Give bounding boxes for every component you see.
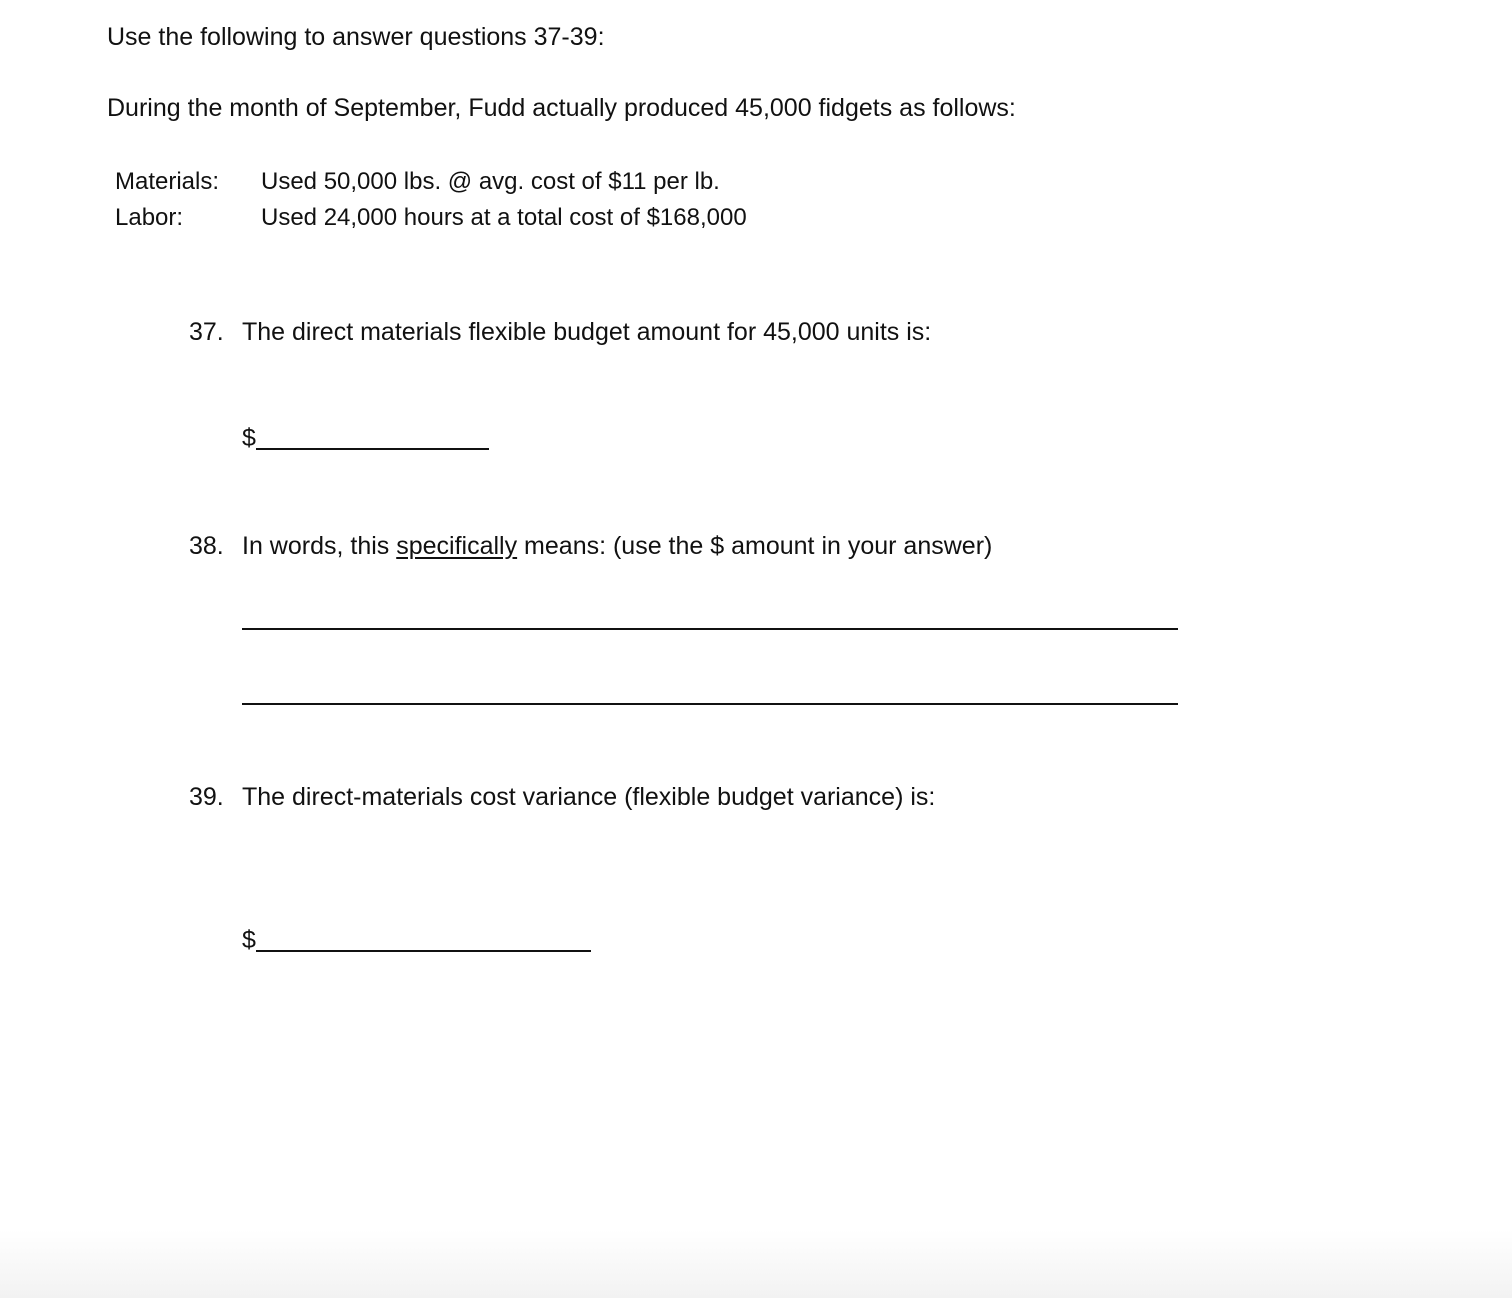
question-38-text-after: means: (use the $ amount in your answer) bbox=[517, 532, 993, 560]
question-39-number: 39. bbox=[189, 783, 224, 811]
intro-text: Use the following to answer questions 37-39: bbox=[107, 23, 605, 51]
materials-label: Materials: bbox=[115, 168, 220, 195]
labor-label: Labor: bbox=[115, 204, 184, 231]
question-38-text-before: In words, this bbox=[242, 532, 397, 560]
question-38-emphasis: specifically bbox=[396, 532, 518, 560]
dollar-sign: $ bbox=[242, 424, 256, 452]
dollar-sign: $ bbox=[242, 926, 256, 954]
question-38-answer-line-1[interactable] bbox=[242, 628, 1178, 630]
scenario-text: During the month of September, Fudd actually produced 45,000 fidgets as follows: bbox=[107, 94, 1016, 122]
answer-blank-line[interactable] bbox=[256, 950, 591, 952]
question-37-text: The direct materials flexible budget amount for 45,000 units is: bbox=[242, 318, 932, 346]
answer-blank-line[interactable] bbox=[256, 448, 489, 450]
question-38-text bbox=[242, 531, 992, 561]
materials-value: Used 50,000 lbs. @ avg. cost of $11 per lb. bbox=[261, 168, 720, 195]
question-39-text: The direct-materials cost variance (flexible budget variance) is: bbox=[242, 783, 936, 811]
labor-value: Used 24,000 hours at a total cost of $168,000 bbox=[261, 204, 747, 231]
question-37-number: 37. bbox=[189, 318, 224, 346]
question-39-answer-field[interactable] bbox=[242, 925, 591, 955]
question-38-number: 38. bbox=[189, 532, 224, 560]
question-37-answer-field[interactable] bbox=[242, 423, 489, 453]
question-38-answer-line-2[interactable] bbox=[242, 703, 1178, 705]
